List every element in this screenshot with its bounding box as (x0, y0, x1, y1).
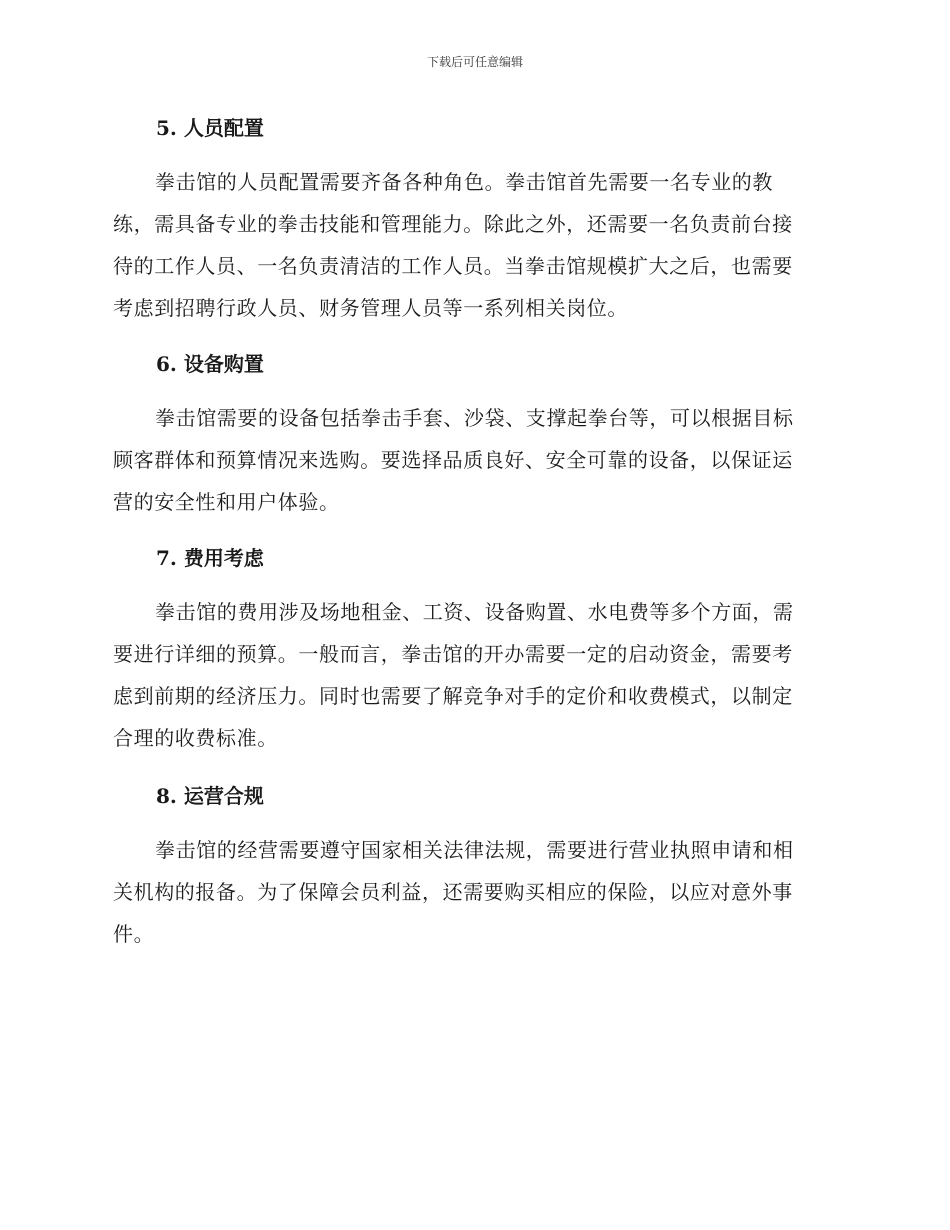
section-staffing (113, 114, 831, 329)
paragraph-line: 要进行详细的预算。一般而言，拳击馆的开办需要一定的启动资金，需要考 (113, 642, 793, 666)
paragraph-line: 拳击馆的经营需要遵守国家相关法律法规，需要进行营业执照申请和相 (155, 838, 794, 862)
paragraph-line: 拳击馆的人员配置需要齐备各种角色。拳击馆首先需要一名专业的教 (155, 170, 773, 194)
section-compliance (113, 782, 831, 955)
paragraph-line: 拳击馆需要的设备包括拳击手套、沙袋、支撑起拳台等，可以根据目标 (155, 406, 794, 430)
paragraph-line: 练，需具备专业的拳击技能和管理能力。除此之外，还需要一名负责前台接 (113, 212, 793, 236)
paragraph-line: 营的安全性和用户体验。 (113, 490, 340, 514)
section-paragraph (113, 161, 831, 329)
paragraph-line: 待的工作人员、一名负责清洁的工作人员。当拳击馆规模扩大之后，也需要 (113, 254, 793, 278)
paragraph-line: 考虑到招聘行政人员、财务管理人员等一系列相关岗位。 (113, 296, 628, 320)
paragraph-line: 合理的收费标准。 (113, 726, 278, 750)
paragraph-line: 拳击馆的费用涉及场地租金、工资、设备购置、水电费等多个方面，需 (155, 600, 794, 624)
section-heading: 6. 设备购置 (156, 352, 264, 376)
page-header: 下载后可任意编辑 (426, 55, 523, 69)
section-heading: 8. 运营合规 (156, 784, 264, 808)
section-paragraph (113, 591, 831, 759)
section-paragraph (113, 829, 831, 955)
paragraph-line: 虑到前期的经济压力。同时也需要了解竞争对手的定价和收费模式，以制定 (113, 684, 793, 708)
section-equipment (113, 350, 831, 523)
section-heading: 7. 费用考虑 (156, 546, 264, 570)
section-heading: 5. 人员配置 (156, 116, 264, 140)
paragraph-line: 件。 (113, 922, 155, 946)
section-costs (113, 544, 831, 759)
paragraph-line: 顾客群体和预算情况来选购。要选择品质良好、安全可靠的设备，以保证运 (113, 448, 793, 472)
section-paragraph (113, 397, 831, 523)
paragraph-line: 关机构的报备。为了保障会员利益，还需要购买相应的保险，以应对意外事 (113, 880, 793, 904)
